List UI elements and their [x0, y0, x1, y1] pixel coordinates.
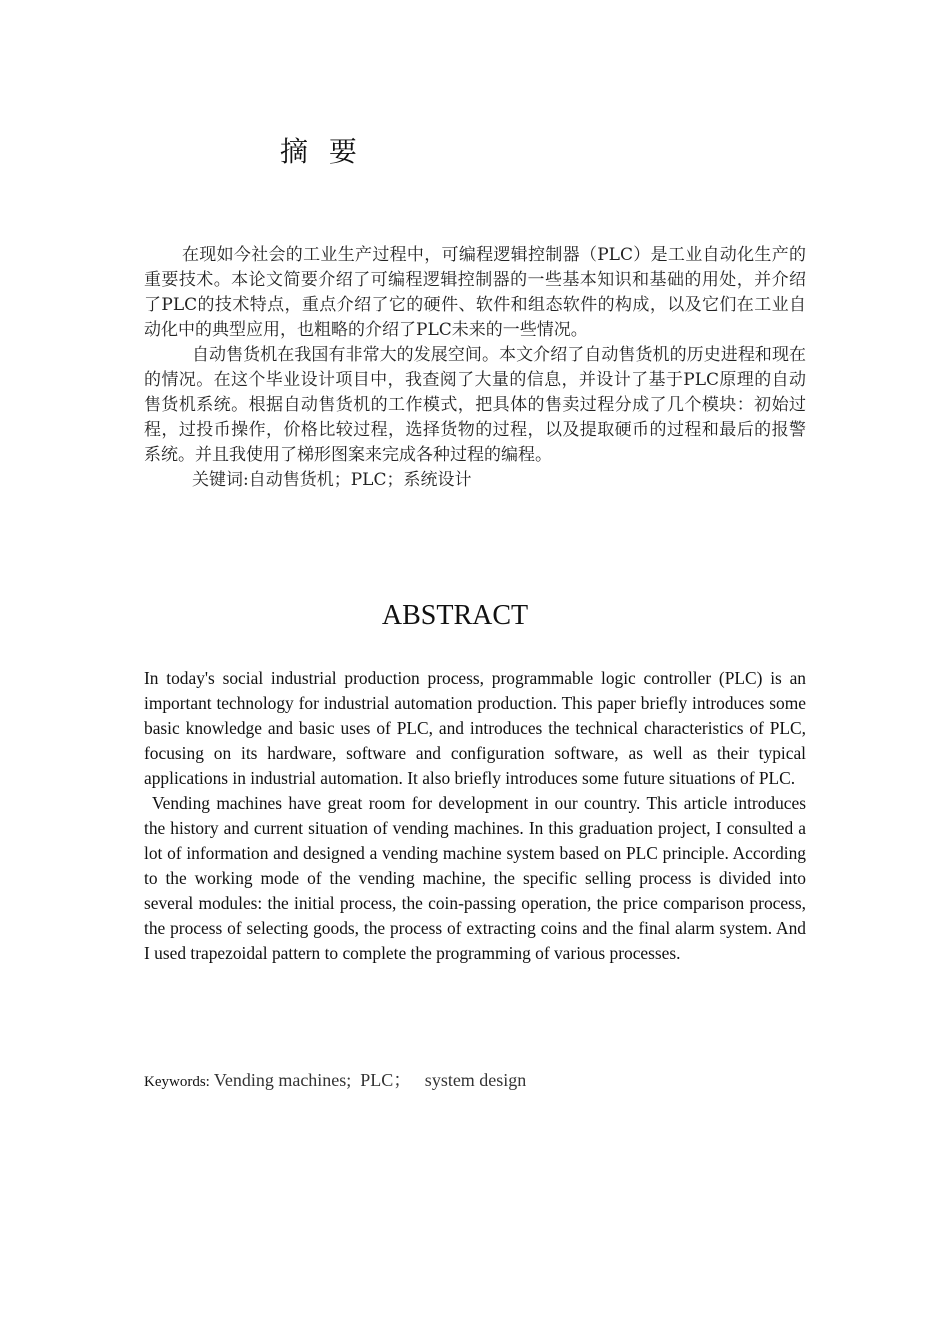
keywords-label: Keywords: [144, 1074, 210, 1090]
english-paragraph-1: In today's social industrial production process, programmable logic controller (PLC) is an important technology for industrial automation production. This paper briefly introduces some basic knowledge and basic uses of PLC, and introduces the technical characteristics of PLC, focusing on its hardware, software and configuration software, as well as their typical applications in industrial automation. It also briefly introduces some future situations of PLC. [144, 668, 806, 788]
chinese-paragraph-1: 在现如今社会的工业生产过程中，可编程逻辑控制器（PLC）是工业自动化生产的重要技术。本论文简要介绍了可编程逻辑控制器的一些基本知识和基础的用处，并介绍了PLC的技术特点，重点介绍了它的硬件、软件和组态软件的构成，以及它们在工业自动化中的典型应用，也粗略的介绍了PLC未来的一些情况。 [144, 245, 806, 340]
english-paragraph-2: Vending machines have great room for development in our country. This article introduces the history and current situation of vending machines. In this graduation project, I consulted a lot of information and designed a vending machine system based on PLC principle. According to the working mode of the vending machine, the specific selling process is divided into several modules: the initial process, the coin-passing operation, the price comparison process, the process of selecting goods, the process of extracting coins and the final alarm system. And I used trapezoidal pattern to complete the programming of various processes. [144, 793, 806, 963]
chinese-paragraph-2: 自动售货机在我国有非常大的发展空间。本文介绍了自动售货机的历史进程和现在的情况。在这个毕业设计项目中，我查阅了大量的信息，并设计了基于PLC原理的自动售货机系统。根据自动售货机的工作模式，把具体的售卖过程分成了几个模块：初始过程，过投币操作，价格比较过程，选择货物的过程，以及提取硬币的过程和最后的报警系统。并且我使用了梯形图案来完成各种过程的编程。 [144, 345, 806, 465]
chinese-abstract-body [144, 243, 806, 493]
english-abstract-body [144, 666, 806, 966]
chinese-abstract-title: 摘 要 [280, 135, 363, 168]
chinese-keywords: 关键词:自动售货机；PLC；系统设计 [192, 470, 472, 490]
keywords-value: Vending machines; PLC； system design [213, 1070, 527, 1090]
english-keywords [144, 1066, 526, 1092]
english-abstract-title: ABSTRACT [381, 600, 529, 631]
